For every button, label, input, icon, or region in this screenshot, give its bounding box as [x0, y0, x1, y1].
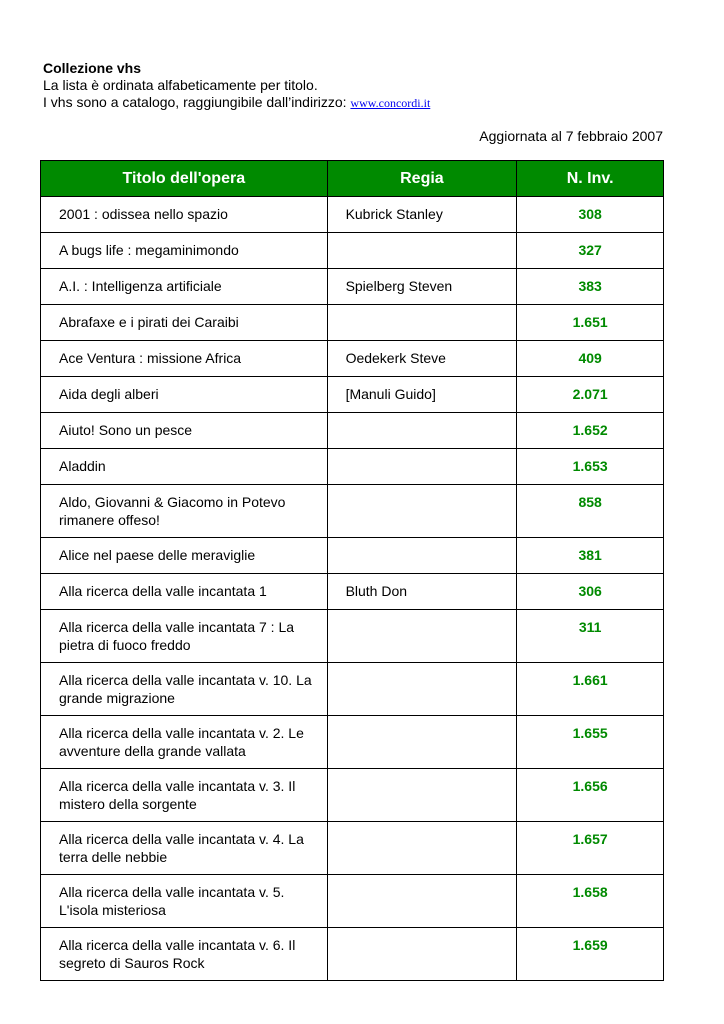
- table-row: [41, 716, 664, 769]
- cell-title: Alla ricerca della valle incantata 1: [41, 574, 328, 610]
- header-inventory-number: N. Inv.: [517, 161, 664, 197]
- table-row: [41, 574, 664, 610]
- cell-director: [327, 449, 517, 485]
- table-row: [41, 928, 664, 981]
- cell-inventory-number: 1.655: [517, 716, 664, 769]
- cell-inventory-number: 1.661: [517, 663, 664, 716]
- cell-inventory-number: 409: [517, 341, 664, 377]
- header-director: Regia: [327, 161, 517, 197]
- cell-inventory-number: 383: [517, 269, 664, 305]
- cell-director: [327, 233, 517, 269]
- cell-director: [327, 413, 517, 449]
- cell-inventory-number: 306: [517, 574, 664, 610]
- table-row: [41, 377, 664, 413]
- table-row: [41, 769, 664, 822]
- cell-title: Abrafaxe e i pirati dei Caraibi: [41, 305, 328, 341]
- cell-director: [327, 822, 517, 875]
- table-row: [41, 413, 664, 449]
- cell-inventory-number: 1.657: [517, 822, 664, 875]
- header-title: Titolo dell'opera: [41, 161, 328, 197]
- cell-inventory-number: 327: [517, 233, 664, 269]
- cell-title: Aiuto! Sono un pesce: [41, 413, 328, 449]
- table-row: [41, 663, 664, 716]
- cell-director: Bluth Don: [327, 574, 517, 610]
- cell-title: Alla ricerca della valle incantata 7 : La pietra di fuoco freddo: [41, 610, 328, 663]
- cell-director: Spielberg Steven: [327, 269, 517, 305]
- table-header-row: [41, 161, 664, 197]
- sort-note: La lista è ordinata alfabeticamente per titolo.: [43, 77, 318, 93]
- cell-director: [Manuli Guido]: [327, 377, 517, 413]
- cell-title: Alla ricerca della valle incantata v. 6. Il segreto di Sauros Rock: [41, 928, 328, 981]
- cell-director: [327, 663, 517, 716]
- cell-title: A.I. : Intelligenza artificiale: [41, 269, 328, 305]
- table-row: [41, 449, 664, 485]
- cell-title: Alla ricerca della valle incantata v. 2. Le avventure della grande vallata: [41, 716, 328, 769]
- cell-inventory-number: 381: [517, 538, 664, 574]
- cell-director: Kubrick Stanley: [327, 197, 517, 233]
- table-row: [41, 610, 664, 663]
- cell-title: 2001 : odissea nello spazio: [41, 197, 328, 233]
- table-row: [41, 485, 664, 538]
- cell-director: [327, 928, 517, 981]
- cell-inventory-number: 311: [517, 610, 664, 663]
- cell-inventory-number: 1.651: [517, 305, 664, 341]
- cell-inventory-number: 1.653: [517, 449, 664, 485]
- cell-title: Alla ricerca della valle incantata v. 5. L'isola misteriosa: [41, 875, 328, 928]
- cell-director: Oedekerk Steve: [327, 341, 517, 377]
- cell-title: Alice nel paese delle meraviglie: [41, 538, 328, 574]
- cell-title: Aladdin: [41, 449, 328, 485]
- cell-title: Alla ricerca della valle incantata v. 4. La terra delle nebbie: [41, 822, 328, 875]
- table-row: [41, 305, 664, 341]
- catalog-note: [43, 94, 430, 112]
- cell-inventory-number: 1.659: [517, 928, 664, 981]
- table-row: [41, 197, 664, 233]
- cell-title: A bugs life : megaminimondo: [41, 233, 328, 269]
- catalog-note-text: I vhs sono a catalogo, raggiungibile dall’indirizzo:: [43, 94, 351, 110]
- table-row: [41, 822, 664, 875]
- document-header: [43, 60, 430, 112]
- cell-director: [327, 485, 517, 538]
- cell-inventory-number: 1.656: [517, 769, 664, 822]
- cell-director: [327, 305, 517, 341]
- table-row: [41, 269, 664, 305]
- cell-title: Alla ricerca della valle incantata v. 3. Il mistero della sorgente: [41, 769, 328, 822]
- vhs-catalog-table: [40, 160, 664, 981]
- cell-director: [327, 610, 517, 663]
- table-row: [41, 233, 664, 269]
- updated-date: Aggiornata al 7 febbraio 2007: [479, 128, 663, 144]
- table-row: [41, 875, 664, 928]
- cell-inventory-number: 2.071: [517, 377, 664, 413]
- cell-title: Aida degli alberi: [41, 377, 328, 413]
- cell-director: [327, 875, 517, 928]
- cell-inventory-number: 308: [517, 197, 664, 233]
- cell-inventory-number: 858: [517, 485, 664, 538]
- cell-title: Alla ricerca della valle incantata v. 10. La grande migrazione: [41, 663, 328, 716]
- table-row: [41, 538, 664, 574]
- cell-title: Ace Ventura : missione Africa: [41, 341, 328, 377]
- cell-title: Aldo, Giovanni & Giacomo in Potevo rimanere offeso!: [41, 485, 328, 538]
- cell-director: [327, 769, 517, 822]
- cell-inventory-number: 1.658: [517, 875, 664, 928]
- cell-director: [327, 538, 517, 574]
- collection-title: Collezione vhs: [43, 60, 142, 76]
- catalog-link[interactable]: www.concordi.it: [350, 96, 431, 110]
- cell-inventory-number: 1.652: [517, 413, 664, 449]
- cell-director: [327, 716, 517, 769]
- table-row: [41, 341, 664, 377]
